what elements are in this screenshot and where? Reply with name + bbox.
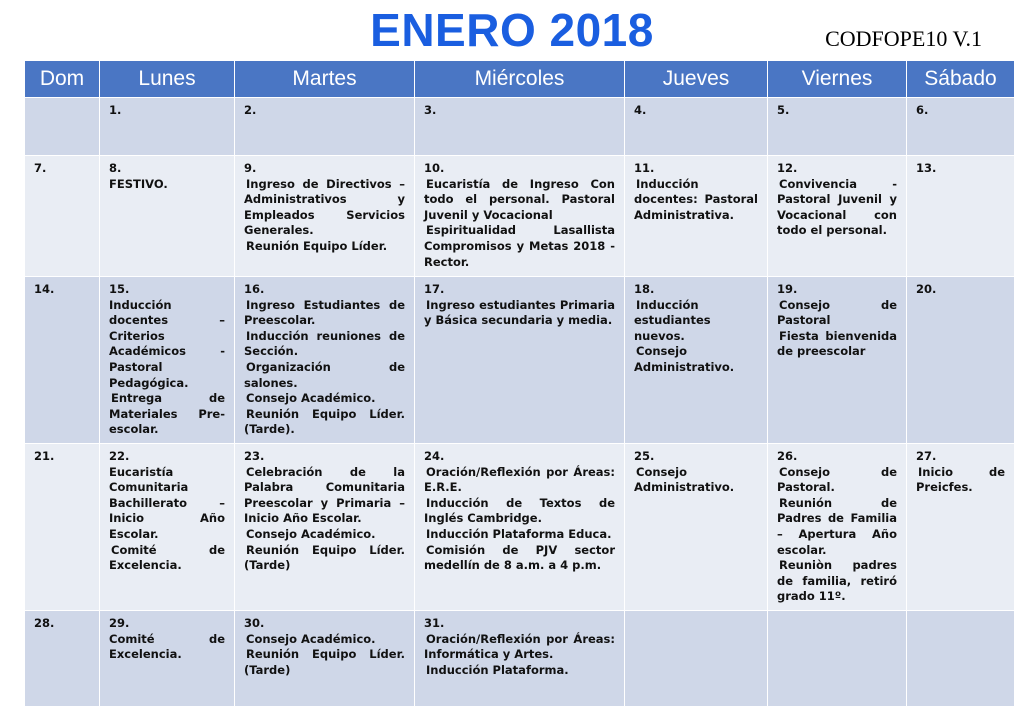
day-number: 31. [424,616,445,630]
weekday-header: Martes [235,61,415,98]
day-number: 17. [424,282,445,296]
event-text: Consejo de Pastoral. [777,464,897,495]
event-text: Consejo Administrativo. [634,344,735,374]
day-cell [235,277,415,444]
event-text: Espiritualidad Lasallista Compromisos y Metas 2018 - Rector. [424,223,615,269]
event-text: Ingreso estudiantes Primaria y Básica secundaria y media. [424,297,615,328]
day-number: 19. [777,282,798,296]
day-cell [768,277,907,444]
day-number: 28. [34,616,55,630]
event-text: Inducción estudiantes nuevos. [634,297,711,343]
day-number: 3. [424,103,437,117]
day-cell [625,156,768,277]
day-cell [907,156,1015,277]
day-cell [100,156,235,277]
day-number: 9. [244,161,257,175]
day-number: 7. [34,161,47,175]
week-row [25,444,1015,611]
day-cell [415,611,625,707]
event-text: Inducción Plataforma. [426,662,569,677]
day-number: 2. [244,103,257,117]
event-text: Organización de salones. [244,359,405,390]
day-number: 1. [109,103,122,117]
day-number: 10. [424,161,445,175]
weekday-header: Lunes [100,61,235,98]
day-cell [235,444,415,611]
day-number: 5. [777,103,790,117]
weekday-header: Viernes [768,61,907,98]
event-text: Consejo de Pastoral [777,297,897,328]
day-number: 26. [777,449,798,463]
day-cell [907,444,1015,611]
day-cell [235,98,415,156]
weekday-header: Miércoles [415,61,625,98]
day-number: 6. [916,103,929,117]
week-row [25,98,1015,156]
day-cell [25,444,100,611]
event-text: Ingreso de Directivos – Administrativos y Empleados Servicios Generales. [244,176,405,238]
day-cell [235,611,415,707]
event-text: Consejo Académico. [246,631,376,646]
event-text: Entrega de Materiales Pre-escolar. [109,391,225,437]
day-cell [625,98,768,156]
day-cell [100,444,235,611]
event-text: Reuniòn padres de familia, retiró grado 11º. [777,558,897,604]
day-number: 16. [244,282,265,296]
day-cell [768,444,907,611]
day-cell [415,444,625,611]
day-number: 22. [109,449,130,463]
day-cell [100,277,235,444]
day-cell [25,98,100,156]
day-cell [625,611,768,707]
day-number: 24. [424,449,445,463]
weekday-header: Sábado [907,61,1015,98]
day-cell [235,156,415,277]
event-text: Fiesta bienvenida de preescolar [777,328,897,359]
day-cell [768,156,907,277]
day-cell [768,98,907,156]
event-text: Reunión Equipo Líder. (Tarde) [244,647,405,677]
day-number: 20. [916,282,937,296]
event-text: Consejo Académico. [246,391,376,406]
day-cell [907,611,1015,707]
day-cell [25,277,100,444]
day-number: 23. [244,449,265,463]
week-row [25,156,1015,277]
day-number: 4. [634,103,647,117]
day-number: 11. [634,161,655,175]
day-number: 29. [109,616,130,630]
day-cell [100,611,235,707]
event-text: Reunión Equipo Líder. (Tarde) [244,542,405,573]
calendar-body [25,98,1015,707]
event-text: Inducción reuniones de Sección. [244,328,405,359]
day-cell [907,98,1015,156]
day-number: 15. [109,282,130,296]
weekday-header-row [25,61,1015,98]
event-text: Consejo Académico. [246,526,376,541]
document-code: CODFOPE10 V.1 [825,26,982,51]
day-cell [415,277,625,444]
weekday-header: Jueves [625,61,768,98]
day-number: 14. [34,282,55,296]
calendar-table [24,60,1015,707]
day-cell [625,277,768,444]
week-row [25,277,1015,444]
day-cell [415,98,625,156]
event-text: Eucaristía de Ingreso Con todo el personal. Pastoral Juvenil y Vocacional [424,176,615,222]
event-text: Consejo Administrativo. [634,464,735,495]
event-text: Inicio de Preicfes. [916,464,1005,495]
event-text: Eucaristía Comunitaria Bachillerato – Inicio Año Escolar. [109,464,225,541]
event-text: Oración/Reflexión por Áreas: Informática y Artes. [424,631,615,662]
day-cell [625,444,768,611]
day-number: 27. [916,449,937,463]
day-cell [415,156,625,277]
event-text: Comité de Excelencia. [109,631,225,662]
event-text: FESTIVO. [109,176,168,191]
day-cell [768,611,907,707]
event-text: Inducción de Textos de Inglés Cambridge. [424,495,615,526]
page-title: ENERO 2018 [370,4,654,56]
day-number: 13. [916,161,937,175]
event-text: Reunión de Padres de Familia – Apertura Año escolar. [777,495,897,557]
event-text: Comité de Excelencia. [109,542,225,573]
event-text: Inducción Plataforma Educa. [426,526,612,541]
day-number: 25. [634,449,655,463]
day-number: 21. [34,449,55,463]
event-text: Reunión Equipo Líder. (Tarde). [244,406,405,437]
event-text: Celebración de la Palabra Comunitaria Preescolar y Primaria – Inicio Año Escolar. [244,464,405,526]
day-cell [907,277,1015,444]
day-number: 18. [634,282,655,296]
week-row [25,611,1015,707]
day-number: 8. [109,161,122,175]
event-text: Reunión Equipo Líder. [246,238,388,253]
event-text: Ingreso Estudiantes de Preescolar. [244,297,405,328]
day-cell [25,156,100,277]
event-text: Oración/Reflexión por Áreas: E.R.E. [424,464,615,495]
event-text: Inducción docentes – Criterios Académicos - Pastoral Pedagógica. [109,297,225,390]
weekday-header: Dom [25,61,100,98]
day-cell [100,98,235,156]
event-text: Comisión de PJV sector medellín de 8 a.m. a 4 p.m. [424,542,615,573]
day-number: 30. [244,616,265,630]
event-text: Convivencia - Pastoral Juvenil y Vocacional con todo el personal. [777,176,897,238]
day-number: 12. [777,161,798,175]
event-text: Inducción docentes: Pastoral Administrativa. [634,176,758,222]
day-cell [25,611,100,707]
